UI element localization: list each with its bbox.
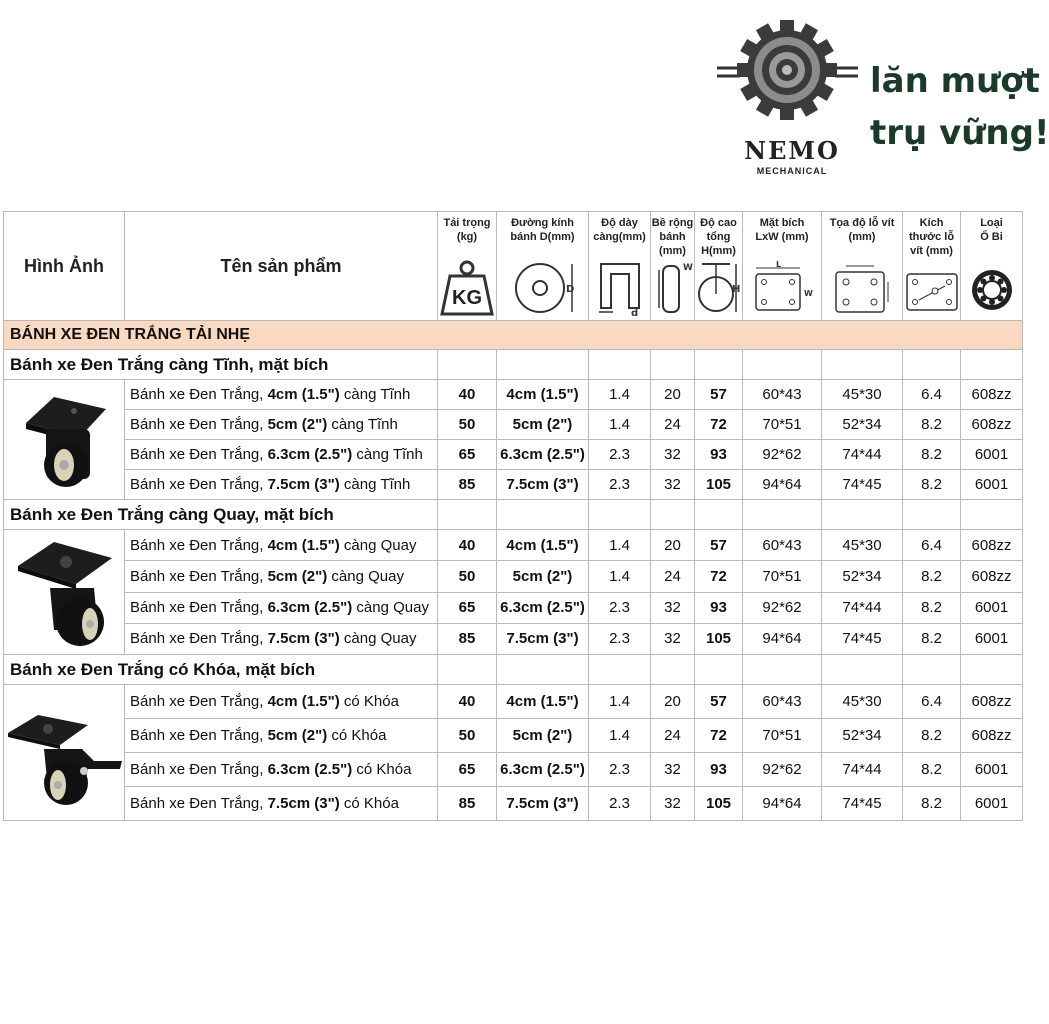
product-name: Bánh xe Đen Trắng, 4cm (1.5") càng Quay — [125, 530, 438, 561]
svg-text:W: W — [683, 263, 693, 273]
product-name: Bánh xe Đen Trắng, 7.5cm (3") càng Tĩnh — [125, 470, 438, 500]
load-value: 85 — [438, 623, 497, 654]
holes-value: 74*44 — [822, 440, 903, 470]
holes-value: 52*34 — [822, 561, 903, 592]
header-bearing: Loại Ổ Bi — [961, 212, 1023, 321]
bearing-value: 608zz — [961, 380, 1023, 410]
table-row — [4, 685, 1023, 719]
swivel-caster-image — [4, 530, 125, 655]
bearing-value: 608zz — [961, 410, 1023, 440]
bearing-value: 608zz — [961, 561, 1023, 592]
table-row — [4, 753, 1023, 787]
header-load: Tải trọng (kg) KG — [438, 212, 497, 321]
width-value: 32 — [651, 440, 695, 470]
product-name: Bánh xe Đen Trắng, 4cm (1.5") có Khóa — [125, 685, 438, 719]
diameter-value: 6.3cm (2.5") — [497, 753, 589, 787]
holes-value: 45*30 — [822, 685, 903, 719]
bearing-value: 6001 — [961, 592, 1023, 623]
diameter-value: 5cm (2") — [497, 410, 589, 440]
load-value: 40 — [438, 380, 497, 410]
plate-value: 70*51 — [743, 410, 822, 440]
height-value: 105 — [695, 470, 743, 500]
plate-value: 70*51 — [743, 719, 822, 753]
empty-cell — [822, 655, 903, 685]
table-row — [4, 440, 1023, 470]
empty-cell — [743, 655, 822, 685]
thickness-value: 2.3 — [589, 753, 651, 787]
group-title: Bánh xe Đen Trắng có Khóa, mặt bích — [4, 655, 438, 685]
empty-cell — [903, 500, 961, 530]
weight-icon — [440, 260, 494, 316]
plate-value: 60*43 — [743, 685, 822, 719]
diameter-value: 4cm (1.5") — [497, 530, 589, 561]
empty-cell — [438, 350, 497, 380]
header-row — [4, 212, 1023, 321]
holes-value: 45*30 — [822, 380, 903, 410]
product-name: Bánh xe Đen Trắng, 4cm (1.5") càng Tĩnh — [125, 380, 438, 410]
diameter-value: 5cm (2") — [497, 719, 589, 753]
header-height: Độ cao tổng H(mm) H — [695, 212, 743, 321]
holes-value: 74*45 — [822, 623, 903, 654]
header-diameter: Đường kính bánh D(mm) D — [497, 212, 589, 321]
height-value: 93 — [695, 753, 743, 787]
thickness-value: 1.4 — [589, 719, 651, 753]
width-value: 32 — [651, 592, 695, 623]
header-width: Bề rộng bánh (mm) W — [651, 212, 695, 321]
empty-cell — [497, 500, 589, 530]
height-value: 105 — [695, 623, 743, 654]
header-hole-size: Kích thước lỗ vít (mm) — [903, 212, 961, 321]
diameter-value: 7.5cm (3") — [497, 470, 589, 500]
hole-size-value: 8.2 — [903, 561, 961, 592]
hole-size-value: 6.4 — [903, 380, 961, 410]
group-title-row — [4, 500, 1023, 530]
table-row — [4, 561, 1023, 592]
plate-value: 94*64 — [743, 470, 822, 500]
wheel-diameter-icon — [508, 260, 578, 316]
empty-cell — [743, 500, 822, 530]
plate-value: 92*62 — [743, 753, 822, 787]
total-height-icon — [696, 260, 742, 316]
width-value: 24 — [651, 719, 695, 753]
empty-cell — [695, 500, 743, 530]
thickness-value: 2.3 — [589, 440, 651, 470]
bearing-value: 608zz — [961, 719, 1023, 753]
table-row — [4, 787, 1023, 821]
height-value: 105 — [695, 787, 743, 821]
hole-spacing-icon — [828, 260, 896, 316]
table-row — [4, 719, 1023, 753]
width-value: 32 — [651, 623, 695, 654]
diameter-value: 5cm (2") — [497, 561, 589, 592]
height-value: 57 — [695, 685, 743, 719]
diameter-value: 7.5cm (3") — [497, 623, 589, 654]
thickness-value: 2.3 — [589, 470, 651, 500]
holes-value: 52*34 — [822, 719, 903, 753]
width-value: 20 — [651, 530, 695, 561]
plate-value: 60*43 — [743, 530, 822, 561]
thickness-value: 1.4 — [589, 561, 651, 592]
hole-size-value: 8.2 — [903, 623, 961, 654]
diameter-value: 6.3cm (2.5") — [497, 592, 589, 623]
hole-size-value: 8.2 — [903, 719, 961, 753]
bearing-icon — [970, 260, 1014, 316]
thickness-value: 2.3 — [589, 787, 651, 821]
height-value: 72 — [695, 410, 743, 440]
svg-text:L: L — [776, 260, 782, 269]
plate-value: 70*51 — [743, 561, 822, 592]
product-name: Bánh xe Đen Trắng, 5cm (2") có Khóa — [125, 719, 438, 753]
header-image: Hình Ảnh — [4, 212, 125, 321]
table-row — [4, 380, 1023, 410]
diameter-value: 4cm (1.5") — [497, 380, 589, 410]
load-value: 65 — [438, 592, 497, 623]
bearing-value: 608zz — [961, 530, 1023, 561]
group-title-row — [4, 350, 1023, 380]
plate-value: 92*62 — [743, 440, 822, 470]
height-value: 57 — [695, 530, 743, 561]
product-name: Bánh xe Đen Trắng, 7.5cm (3") có Khóa — [125, 787, 438, 821]
hole-size-value: 8.2 — [903, 440, 961, 470]
empty-cell — [695, 655, 743, 685]
empty-cell — [651, 500, 695, 530]
height-value: 72 — [695, 561, 743, 592]
table-row — [4, 623, 1023, 654]
category-title: BÁNH XE ĐEN TRẮNG TẢI NHẸ — [4, 321, 1023, 350]
empty-cell — [589, 350, 651, 380]
table-row — [4, 592, 1023, 623]
height-value: 72 — [695, 719, 743, 753]
empty-cell — [438, 500, 497, 530]
thickness-value: 1.4 — [589, 410, 651, 440]
slogan — [870, 55, 1049, 159]
hole-size-value: 8.2 — [903, 410, 961, 440]
load-value: 50 — [438, 719, 497, 753]
hole-size-value: 6.4 — [903, 530, 961, 561]
empty-cell — [589, 655, 651, 685]
empty-cell — [822, 350, 903, 380]
group-title: Bánh xe Đen Trắng càng Tĩnh, mặt bích — [4, 350, 438, 380]
width-value: 24 — [651, 561, 695, 592]
table-row — [4, 470, 1023, 500]
fork-thickness-icon — [595, 260, 645, 319]
product-name: Bánh xe Đen Trắng, 5cm (2") càng Tĩnh — [125, 410, 438, 440]
width-value: 32 — [651, 470, 695, 500]
width-value: 20 — [651, 380, 695, 410]
empty-cell — [497, 655, 589, 685]
table-row — [4, 530, 1023, 561]
category-row — [4, 321, 1023, 350]
weight-icon-text: KG — [452, 287, 482, 309]
thickness-value: 2.3 — [589, 623, 651, 654]
height-value: 93 — [695, 592, 743, 623]
holes-value: 45*30 — [822, 530, 903, 561]
empty-cell — [695, 350, 743, 380]
product-name: Bánh xe Đen Trắng, 6.3cm (2.5") có Khóa — [125, 753, 438, 787]
thickness-value: 1.4 — [589, 380, 651, 410]
plate-size-icon — [748, 260, 816, 316]
empty-cell — [903, 655, 961, 685]
thickness-value: 1.4 — [589, 685, 651, 719]
empty-cell — [961, 500, 1023, 530]
svg-text:W: W — [804, 289, 813, 298]
height-value: 93 — [695, 440, 743, 470]
brake-caster-image — [4, 685, 125, 821]
bearing-value: 6001 — [961, 623, 1023, 654]
diameter-value: 4cm (1.5") — [497, 685, 589, 719]
empty-cell — [961, 655, 1023, 685]
spec-table — [3, 211, 1023, 821]
plate-value: 92*62 — [743, 592, 822, 623]
bearing-value: 6001 — [961, 753, 1023, 787]
load-value: 40 — [438, 530, 497, 561]
slogan-line-2: trụ vững! — [870, 113, 1049, 153]
empty-cell — [743, 350, 822, 380]
plate-value: 60*43 — [743, 380, 822, 410]
header-thickness: Độ dày càng(mm) d — [589, 212, 651, 321]
width-value: 20 — [651, 685, 695, 719]
holes-value: 74*44 — [822, 592, 903, 623]
empty-cell — [651, 350, 695, 380]
group-title-row — [4, 655, 1023, 685]
load-value: 85 — [438, 470, 497, 500]
wheel-width-icon — [651, 260, 695, 316]
thickness-value: 1.4 — [589, 530, 651, 561]
holes-value: 74*45 — [822, 787, 903, 821]
diameter-value: 6.3cm (2.5") — [497, 440, 589, 470]
plate-value: 94*64 — [743, 623, 822, 654]
load-value: 65 — [438, 440, 497, 470]
group-title: Bánh xe Đen Trắng càng Quay, mặt bích — [4, 500, 438, 530]
hole-size-value: 8.2 — [903, 753, 961, 787]
empty-cell — [589, 500, 651, 530]
empty-cell — [651, 655, 695, 685]
slogan-line-1: lăn mượt — [870, 61, 1040, 101]
bearing-value: 608zz — [961, 685, 1023, 719]
bearing-value: 6001 — [961, 470, 1023, 500]
svg-text:H: H — [731, 284, 740, 295]
hole-size-icon — [905, 260, 959, 316]
logo-subtitle: MECHANICAL — [756, 166, 828, 176]
svg-text:d: d — [630, 308, 638, 319]
load-value: 85 — [438, 787, 497, 821]
header-name: Tên sản phẩm — [125, 212, 438, 321]
product-name: Bánh xe Đen Trắng, 6.3cm (2.5") càng Tĩnh — [125, 440, 438, 470]
diameter-value: 7.5cm (3") — [497, 787, 589, 821]
product-name: Bánh xe Đen Trắng, 6.3cm (2.5") càng Quay — [125, 592, 438, 623]
empty-cell — [438, 655, 497, 685]
svg-text:D: D — [565, 284, 574, 295]
width-value: 32 — [651, 753, 695, 787]
bearing-value: 6001 — [961, 440, 1023, 470]
empty-cell — [497, 350, 589, 380]
hole-size-value: 8.2 — [903, 470, 961, 500]
width-value: 24 — [651, 410, 695, 440]
load-value: 40 — [438, 685, 497, 719]
holes-value: 52*34 — [822, 410, 903, 440]
holes-value: 74*45 — [822, 470, 903, 500]
height-value: 57 — [695, 380, 743, 410]
load-value: 65 — [438, 753, 497, 787]
hole-size-value: 8.2 — [903, 592, 961, 623]
load-value: 50 — [438, 410, 497, 440]
product-name: Bánh xe Đen Trắng, 5cm (2") càng Quay — [125, 561, 438, 592]
hole-size-value: 8.2 — [903, 787, 961, 821]
thickness-value: 2.3 — [589, 592, 651, 623]
empty-cell — [822, 500, 903, 530]
width-value: 32 — [651, 787, 695, 821]
product-name: Bánh xe Đen Trắng, 7.5cm (3") càng Quay — [125, 623, 438, 654]
logo-name: NEMO — [744, 136, 840, 165]
empty-cell — [961, 350, 1023, 380]
hole-size-value: 6.4 — [903, 685, 961, 719]
table-row — [4, 410, 1023, 440]
empty-cell — [903, 350, 961, 380]
bearing-value: 6001 — [961, 787, 1023, 821]
holes-value: 74*44 — [822, 753, 903, 787]
header-holes: Tọa độ lỗ vít (mm) — [822, 212, 903, 321]
header-plate: Mặt bích LxW (mm) L W — [743, 212, 822, 321]
rigid-caster-image — [4, 380, 125, 500]
load-value: 50 — [438, 561, 497, 592]
plate-value: 94*64 — [743, 787, 822, 821]
